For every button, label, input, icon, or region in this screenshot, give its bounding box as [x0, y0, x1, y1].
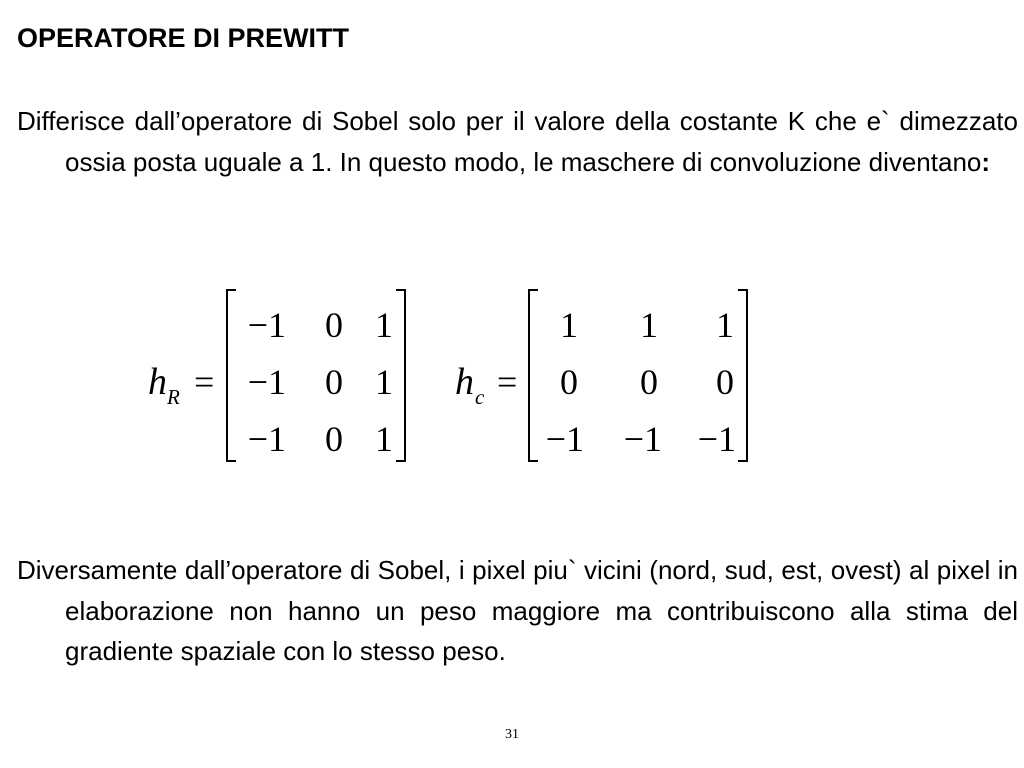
matrix-cell: 1	[560, 305, 578, 345]
matrix-cell: 0	[325, 419, 343, 459]
matrix-cell: 1	[375, 419, 393, 459]
equation-symbol: h	[148, 361, 167, 403]
matrix-cell: 1	[375, 362, 393, 402]
matrix-cell: −1	[623, 419, 662, 459]
matrix-cell: 1	[640, 305, 658, 345]
matrix-cell: 0	[716, 362, 734, 402]
equals-sign: =	[194, 362, 215, 402]
matrix-cell: −1	[247, 419, 286, 459]
intro-paragraph-colon: :	[981, 146, 991, 177]
matrix-cell: −1	[697, 419, 736, 459]
equation-symbol: h	[455, 361, 474, 403]
matrix-cell: −1	[247, 362, 286, 402]
intro-paragraph-text: Differisce dall’operatore di Sobel solo per il valore della costante K che e` dimezzato ossia posta uguale a 1. In questo modo, le maschere di convoluzione diventano	[17, 106, 1018, 177]
intro-paragraph	[17, 101, 1018, 182]
matrix-cell: 0	[325, 362, 343, 402]
closing-paragraph: Diversamente dall’operatore di Sobel, i pixel piu` vicini (nord, sud, est, ovest) al pixel in elaborazione non hanno un peso maggiore ma contribuiscono alla stima del gradiente spaziale con lo stesso peso.	[17, 555, 1018, 666]
slide-title: OPERATORE DI PREWITT	[17, 23, 350, 53]
right-bracket	[394, 288, 408, 463]
page-number: 31	[505, 727, 519, 742]
matrix-cell: −1	[545, 419, 584, 459]
right-bracket	[736, 288, 750, 463]
equation-subscript: R	[167, 385, 180, 409]
matrix-cell: −1	[247, 305, 286, 345]
matrix-cell: 0	[560, 362, 578, 402]
equation-subscript: c	[475, 385, 485, 409]
matrix-cell: 0	[325, 305, 343, 345]
matrix-cell: 1	[375, 305, 393, 345]
matrix-cell: 0	[640, 362, 658, 402]
matrix-cell: 1	[716, 305, 734, 345]
equals-sign: =	[497, 362, 518, 402]
